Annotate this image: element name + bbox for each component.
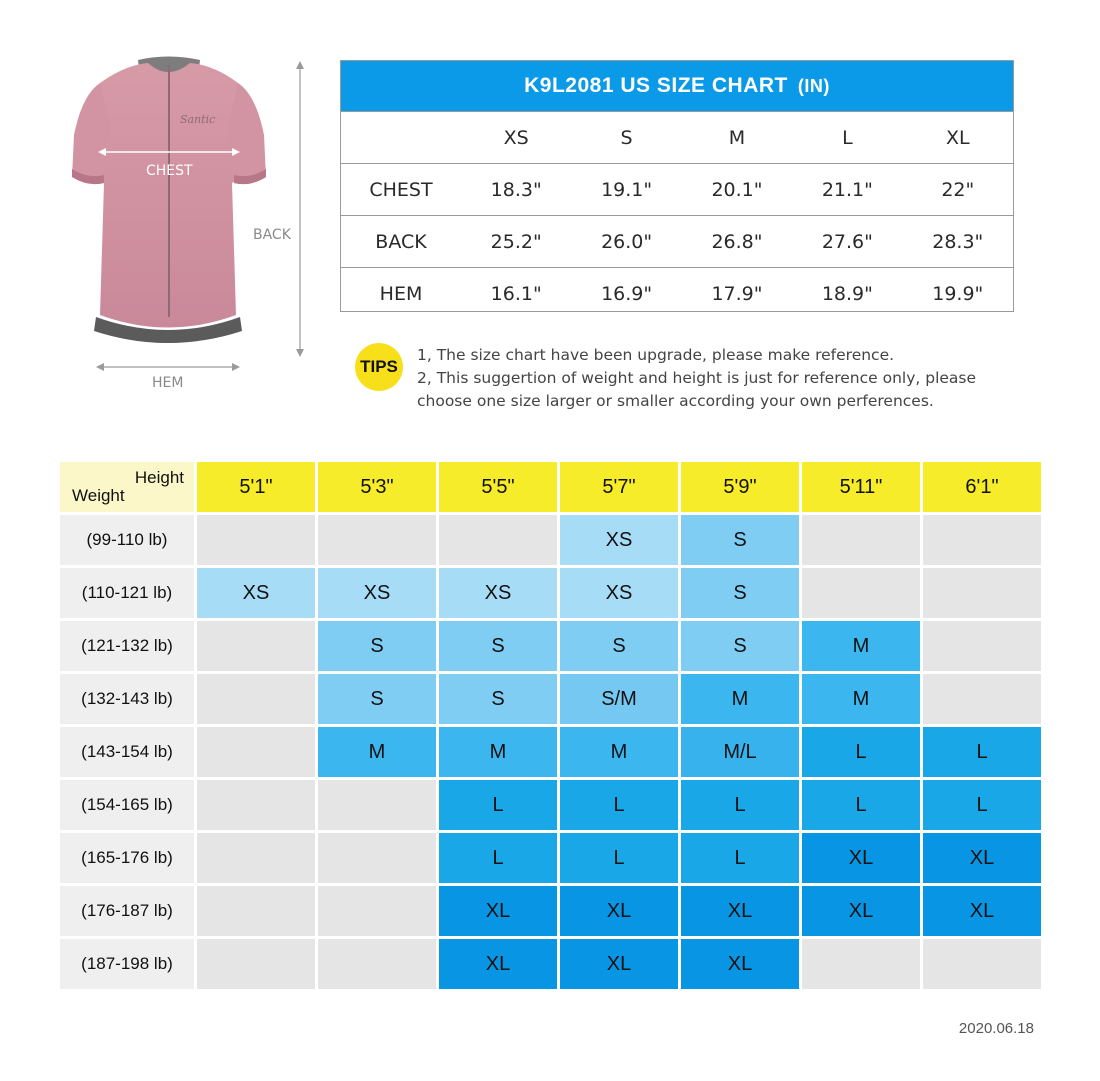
size-header-row bbox=[341, 112, 1013, 164]
measure-cell: 16.9" bbox=[571, 268, 681, 320]
size-cell: L bbox=[923, 780, 1041, 830]
tips-line: choose one size larger or smaller according your own perferences. bbox=[417, 392, 934, 410]
height-header-cell: 5'7" bbox=[560, 462, 678, 512]
weight-label-cell: (187-198 lb) bbox=[60, 939, 194, 989]
size-cell: L bbox=[560, 833, 678, 883]
measure-cell: 18.3" bbox=[461, 164, 571, 216]
measure-cell: 19.1" bbox=[571, 164, 681, 216]
size-cell: M bbox=[439, 727, 557, 777]
weight-label-cell: (165-176 lb) bbox=[60, 833, 194, 883]
size-header-cell: XL bbox=[903, 112, 1013, 164]
size-cell: S bbox=[318, 621, 436, 671]
empty-cell bbox=[923, 515, 1041, 565]
size-cell: XS bbox=[197, 568, 315, 618]
size-cell: M bbox=[318, 727, 436, 777]
size-cell: XL bbox=[439, 939, 557, 989]
size-cell: XS bbox=[318, 568, 436, 618]
grid-row bbox=[60, 939, 1044, 992]
grid-row bbox=[60, 833, 1044, 886]
weight-label-cell: (154-165 lb) bbox=[60, 780, 194, 830]
empty-cell bbox=[802, 568, 920, 618]
empty-cell bbox=[197, 780, 315, 830]
grid-row bbox=[60, 621, 1044, 674]
weight-label-cell: (143-154 lb) bbox=[60, 727, 194, 777]
size-header-cell: S bbox=[571, 112, 681, 164]
row-label: CHEST bbox=[341, 164, 461, 216]
empty-cell bbox=[197, 727, 315, 777]
empty-cell bbox=[318, 515, 436, 565]
empty-cell bbox=[197, 515, 315, 565]
weight-label-cell: (110-121 lb) bbox=[60, 568, 194, 618]
empty-cell bbox=[439, 515, 557, 565]
empty-cell bbox=[197, 886, 315, 936]
size-cell: XL bbox=[923, 833, 1041, 883]
tips-line: 2, This suggertion of weight and height is just for reference only, please bbox=[417, 369, 977, 387]
back-row bbox=[341, 216, 1013, 268]
size-cell: XL bbox=[439, 886, 557, 936]
weight-height-grid bbox=[60, 462, 1044, 992]
size-cell: S bbox=[439, 674, 557, 724]
grid-row bbox=[60, 780, 1044, 833]
weight-label-cell: (176-187 lb) bbox=[60, 886, 194, 936]
weight-label-cell: (121-132 lb) bbox=[60, 621, 194, 671]
size-chart-table bbox=[340, 60, 1014, 312]
size-cell: L bbox=[439, 780, 557, 830]
empty-cell bbox=[923, 621, 1041, 671]
size-cell: XL bbox=[560, 886, 678, 936]
grid-body bbox=[60, 515, 1044, 992]
grid-row bbox=[60, 515, 1044, 568]
size-cell: S/M bbox=[560, 674, 678, 724]
empty-cell bbox=[197, 939, 315, 989]
size-cell: L bbox=[802, 727, 920, 777]
size-cell: XL bbox=[681, 886, 799, 936]
size-chart-unit: (IN) bbox=[797, 75, 830, 96]
size-header-cell: M bbox=[682, 112, 792, 164]
measure-cell: 26.8" bbox=[682, 216, 792, 268]
back-label: BACK bbox=[253, 227, 291, 243]
size-cell: XS bbox=[560, 515, 678, 565]
measure-cell: 28.3" bbox=[903, 216, 1013, 268]
size-cell: M/L bbox=[681, 727, 799, 777]
tips-line: 1, The size chart have been upgrade, please make reference. bbox=[417, 346, 895, 364]
corner-height-label: Height bbox=[134, 468, 184, 487]
tips-badge: TIPS bbox=[355, 343, 403, 391]
measure-cell: 17.9" bbox=[682, 268, 792, 320]
chart-date: 2020.06.18 bbox=[958, 1020, 1034, 1037]
size-cell: L bbox=[802, 780, 920, 830]
height-header-cell: 5'11" bbox=[802, 462, 920, 512]
tips-text bbox=[417, 344, 1037, 413]
size-cell: XS bbox=[439, 568, 557, 618]
empty-cell bbox=[318, 886, 436, 936]
measure-cell: 25.2" bbox=[461, 216, 571, 268]
size-cell: S bbox=[681, 515, 799, 565]
weight-label-cell: (99-110 lb) bbox=[60, 515, 194, 565]
height-header-cell: 5'3" bbox=[318, 462, 436, 512]
size-cell: S bbox=[560, 621, 678, 671]
chest-row bbox=[341, 164, 1013, 216]
empty-cell bbox=[802, 939, 920, 989]
grid-row bbox=[60, 568, 1044, 621]
size-header-cell: L bbox=[792, 112, 902, 164]
jersey-illustration bbox=[60, 55, 330, 395]
size-cell: XL bbox=[560, 939, 678, 989]
size-cell: L bbox=[923, 727, 1041, 777]
size-cell: XS bbox=[560, 568, 678, 618]
size-cell: L bbox=[560, 780, 678, 830]
height-header-cell: 6'1" bbox=[923, 462, 1041, 512]
size-cell: XL bbox=[802, 886, 920, 936]
empty-cell bbox=[923, 939, 1041, 989]
size-cell: L bbox=[681, 833, 799, 883]
grid-row bbox=[60, 674, 1044, 727]
empty-cell bbox=[197, 833, 315, 883]
measure-cell: 18.9" bbox=[792, 268, 902, 320]
size-cell: M bbox=[560, 727, 678, 777]
size-cell: M bbox=[802, 674, 920, 724]
measure-cell: 20.1" bbox=[682, 164, 792, 216]
size-cell: XL bbox=[681, 939, 799, 989]
hem-row bbox=[341, 268, 1013, 320]
size-header-cell: XS bbox=[461, 112, 571, 164]
measure-cell: 22" bbox=[903, 164, 1013, 216]
empty-cell bbox=[197, 621, 315, 671]
size-cell: S bbox=[681, 621, 799, 671]
height-header-cell: 5'1" bbox=[197, 462, 315, 512]
size-chart-title-text: K9L2081 US SIZE CHART bbox=[524, 74, 788, 97]
size-cell: S bbox=[681, 568, 799, 618]
empty-cell bbox=[802, 515, 920, 565]
measure-cell: 16.1" bbox=[461, 268, 571, 320]
measure-cell: 27.6" bbox=[792, 216, 902, 268]
grid-row bbox=[60, 886, 1044, 939]
size-cell: L bbox=[439, 833, 557, 883]
size-chart-title bbox=[341, 61, 1013, 111]
grid-row bbox=[60, 727, 1044, 780]
height-header-cell: 5'5" bbox=[439, 462, 557, 512]
measure-cell: 19.9" bbox=[903, 268, 1013, 320]
size-cell: S bbox=[318, 674, 436, 724]
empty-cell bbox=[318, 939, 436, 989]
grid-corner-cell bbox=[60, 462, 194, 512]
measure-cell: 21.1" bbox=[792, 164, 902, 216]
brand-logo: Santic bbox=[180, 113, 216, 126]
size-cell: M bbox=[802, 621, 920, 671]
size-cell: XL bbox=[923, 886, 1041, 936]
row-label: HEM bbox=[341, 268, 461, 320]
weight-label-cell: (132-143 lb) bbox=[60, 674, 194, 724]
height-header-cell: 5'9" bbox=[681, 462, 799, 512]
size-header-blank bbox=[341, 112, 461, 164]
empty-cell bbox=[923, 568, 1041, 618]
chest-label: CHEST bbox=[146, 163, 193, 179]
empty-cell bbox=[197, 674, 315, 724]
size-cell: L bbox=[681, 780, 799, 830]
measure-cell: 26.0" bbox=[571, 216, 681, 268]
size-cell: S bbox=[439, 621, 557, 671]
empty-cell bbox=[923, 674, 1041, 724]
size-cell: XL bbox=[802, 833, 920, 883]
size-cell: M bbox=[681, 674, 799, 724]
empty-cell bbox=[318, 780, 436, 830]
empty-cell bbox=[318, 833, 436, 883]
hem-label: HEM bbox=[152, 375, 184, 391]
row-label: BACK bbox=[341, 216, 461, 268]
corner-weight-label: Weight bbox=[72, 486, 125, 505]
grid-header-row bbox=[60, 462, 1044, 515]
